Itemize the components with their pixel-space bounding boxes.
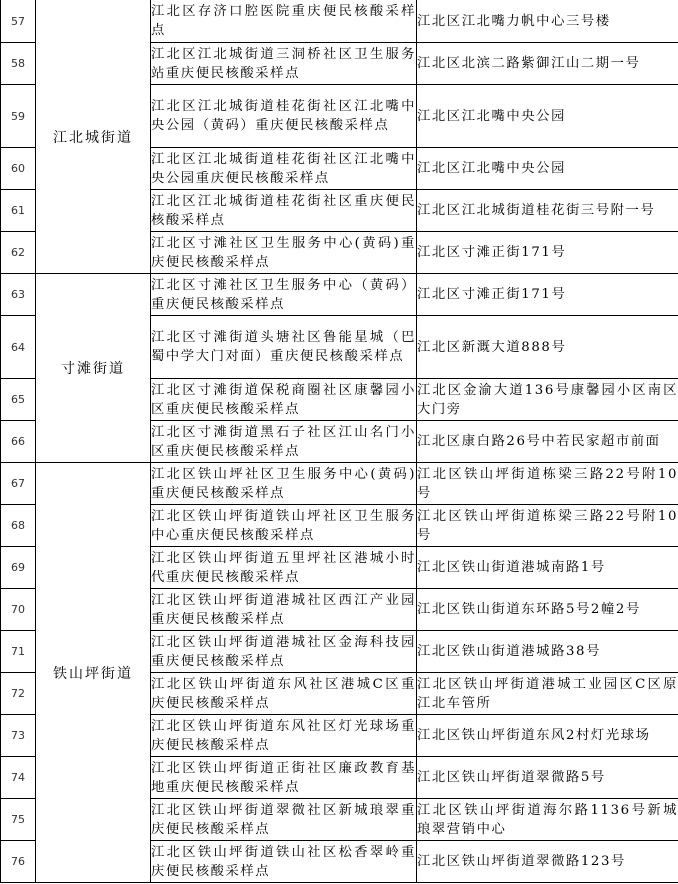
row-number: 63 [1,274,36,316]
row-number: 60 [1,148,36,190]
site-address: 江北区江北嘴力帆中心三号楼 [417,0,678,43]
site-name: 江北区铁山坪街道港城社区西江产业园重庆便民核酸采样点 [151,589,417,631]
site-address: 江北区康白路26号中若民家超市前面 [417,421,678,463]
site-address: 江北区铁山街道港城南路1号 [417,547,678,589]
row-number: 67 [1,463,36,505]
site-name: 江北区寸滩社区卫生服务中心（黄码）重庆便民核酸采样点 [151,274,417,316]
site-name: 江北区铁山坪街道铁山坪社区卫生服务中心重庆便民核酸采样点 [151,505,417,547]
site-name: 江北区江北城街道三洞桥社区卫生服务站重庆便民核酸采样点 [151,43,417,85]
site-name: 江北区江北城街道桂花街社区重庆便民核酸采样点 [151,190,417,232]
row-number: 68 [1,505,36,547]
site-address: 江北区北滨二路紫御江山二期一号 [417,43,678,85]
site-address: 江北区铁山坪街道东风2村灯光球场 [417,715,678,757]
row-number: 73 [1,715,36,757]
site-name: 江北区铁山坪街道翠微社区新城琅翠重庆便民核酸采样点 [151,799,417,841]
site-address: 江北区铁山坪街道栋梁三路22号附10号 [417,463,678,505]
site-address: 江北区铁山坪街道海尔路1136号新城琅翠营销中心 [417,799,678,841]
site-name: 江北区铁山坪街道铁山社区松香翠岭重庆便民核酸采样点 [151,841,417,883]
table-row [1,274,678,316]
site-address: 江北区江北嘴中央公园 [417,85,678,148]
street-name: 江北城街道 [36,0,151,274]
table-row [1,463,678,505]
site-address: 江北区寸滩正街171号 [417,232,678,274]
row-number: 58 [1,43,36,85]
site-name: 江北区铁山坪街道正街社区廉政教育基地重庆便民核酸采样点 [151,757,417,799]
site-name: 江北区江北城街道桂花街社区江北嘴中央公园（黄码）重庆便民核酸采样点 [151,85,417,148]
site-name: 江北区寸滩街道保税商圈社区康馨园小区重庆便民核酸采样点 [151,379,417,421]
site-address: 江北区铁山坪街道栋梁三路22号附10号 [417,505,678,547]
site-name: 江北区存济口腔医院重庆便民核酸采样点 [151,0,417,43]
site-name: 江北区寸滩街道头塘社区鲁能星城（巴蜀中学大门对面）重庆便民核酸采样点 [151,316,417,379]
site-address: 江北区寸滩正街171号 [417,274,678,316]
street-name: 寸滩街道 [36,274,151,463]
row-number: 65 [1,379,36,421]
site-address: 江北区铁山街道港城路38号 [417,631,678,673]
site-address: 江北区铁山坪街道翠微路123号 [417,841,678,883]
row-number: 59 [1,85,36,148]
site-address: 江北区铁山坪街道翠微路5号 [417,757,678,799]
site-name: 江北区铁山坪社区卫生服务中心(黄码)重庆便民核酸采样点 [151,463,417,505]
site-name: 江北区铁山坪街道港城社区金海科技园重庆便民核酸采样点 [151,631,417,673]
row-number: 66 [1,421,36,463]
row-number: 70 [1,589,36,631]
site-name: 江北区江北城街道桂花街社区江北嘴中央公园重庆便民核酸采样点 [151,148,417,190]
row-number: 76 [1,841,36,883]
row-number: 74 [1,757,36,799]
site-name: 江北区寸滩街道黑石子社区江山名门小区重庆便民核酸采样点 [151,421,417,463]
row-number: 75 [1,799,36,841]
street-name: 铁山坪街道 [36,463,151,883]
row-number: 69 [1,547,36,589]
site-address: 江北区铁山街道东环路5号2幢2号 [417,589,678,631]
site-address: 江北区铁山坪街道港城工业园区C区原江北车管所 [417,673,678,715]
site-address: 江北区新溉大道888号 [417,316,678,379]
site-address: 江北区江北城街道桂花街三号附一号 [417,190,678,232]
site-address: 江北区金渝大道136号康馨园小区南区大门旁 [417,379,678,421]
row-number: 62 [1,232,36,274]
site-address: 江北区江北嘴中央公园 [417,148,678,190]
site-name: 江北区寸滩社区卫生服务中心(黄码)重庆便民核酸采样点 [151,232,417,274]
row-number: 61 [1,190,36,232]
row-number: 72 [1,673,36,715]
site-name: 江北区铁山坪街道东风社区灯光球场重庆便民核酸采样点 [151,715,417,757]
site-name: 江北区铁山坪街道五里坪社区港城小时代重庆便民核酸采样点 [151,547,417,589]
table-row [1,0,678,43]
row-number: 64 [1,316,36,379]
row-number: 57 [1,0,36,43]
row-number: 71 [1,631,36,673]
site-name: 江北区铁山坪街道东风社区港城C区重庆便民核酸采样点 [151,673,417,715]
